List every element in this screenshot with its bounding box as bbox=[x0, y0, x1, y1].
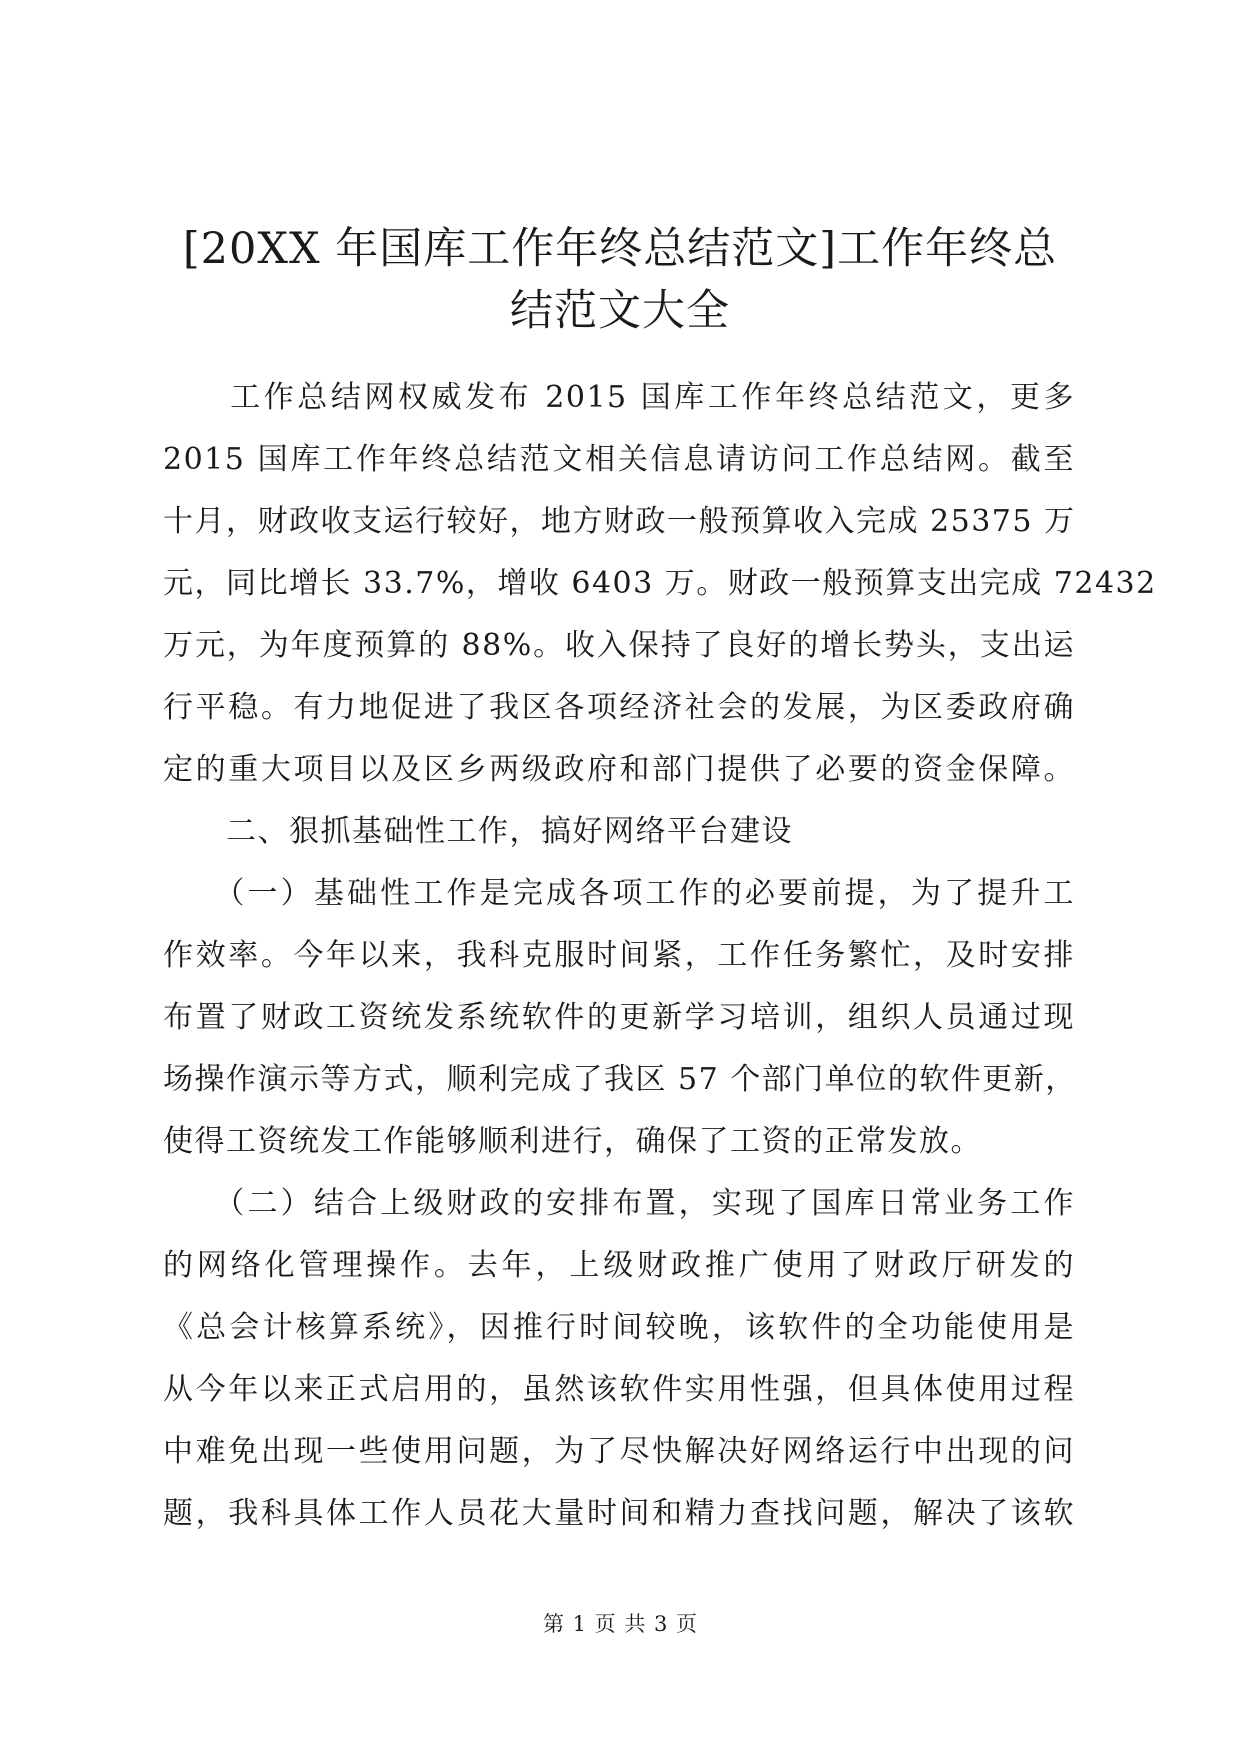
body-line: 从今年以来正式启用的，虽然该软件实用性强，但具体使用过程 bbox=[163, 1372, 1075, 1407]
title-line-2: 结范文大全 bbox=[510, 286, 730, 336]
body-line: 2015 国库工作年终总结范文相关信息请访问工作总结网。截至 bbox=[163, 442, 1075, 477]
title-line-1: [20XX 年国库工作年终总结范文]工作年终总 bbox=[182, 224, 1058, 274]
body-line: 场操作演示等方式，顺利完成了我区 57 个部门单位的软件更新， bbox=[163, 1062, 1077, 1097]
body-line: 定的重大项目以及区乡两级政府和部门提供了必要的资金保障。 bbox=[163, 752, 1075, 787]
body-line: （二）结合上级财政的安排布置，实现了国库日常业务工作 bbox=[163, 1186, 1075, 1221]
body-line: 《总会计核算系统》，因推行时间较晚，该软件的全功能使用是 bbox=[163, 1310, 1075, 1345]
body-line: 作效率。今年以来，我科克服时间紧，工作任务繁忙，及时安排 bbox=[163, 938, 1075, 973]
page-footer: 第 1 页 共 3 页 bbox=[542, 1612, 699, 1636]
document-body bbox=[163, 376, 1157, 1554]
section-heading: 二、狠抓基础性工作，搞好网络平台建设 bbox=[163, 814, 793, 849]
body-line: 的网络化管理操作。去年，上级财政推广使用了财政厅研发的 bbox=[163, 1248, 1075, 1283]
body-line: 行平稳。有力地促进了我区各项经济社会的发展，为区委政府确 bbox=[163, 690, 1075, 725]
body-line: 题，我科具体工作人员花大量时间和精力查找问题，解决了该软 bbox=[163, 1496, 1075, 1531]
body-line: 布置了财政工资统发系统软件的更新学习培训，组织人员通过现 bbox=[163, 1000, 1075, 1035]
document-title bbox=[160, 218, 1080, 342]
body-line: 万元，为年度预算的 88%。收入保持了良好的增长势头，支出运 bbox=[163, 628, 1075, 663]
body-line: 中难免出现一些使用问题，为了尽快解决好网络运行中出现的问 bbox=[163, 1434, 1075, 1469]
body-line: 工作总结网权威发布 2015 国库工作年终总结范文，更多 bbox=[163, 380, 1075, 415]
body-line: （一）基础性工作是完成各项工作的必要前提，为了提升工 bbox=[163, 876, 1075, 911]
body-line: 元，同比增长 33.7%，增收 6403 万。财政一般预算支出完成 72432 bbox=[163, 566, 1157, 601]
body-line: 十月，财政收支运行较好，地方财政一般预算收入完成 25375 万 bbox=[163, 504, 1076, 539]
body-line: 使得工资统发工作能够顺利进行，确保了工资的正常发放。 bbox=[163, 1124, 982, 1159]
